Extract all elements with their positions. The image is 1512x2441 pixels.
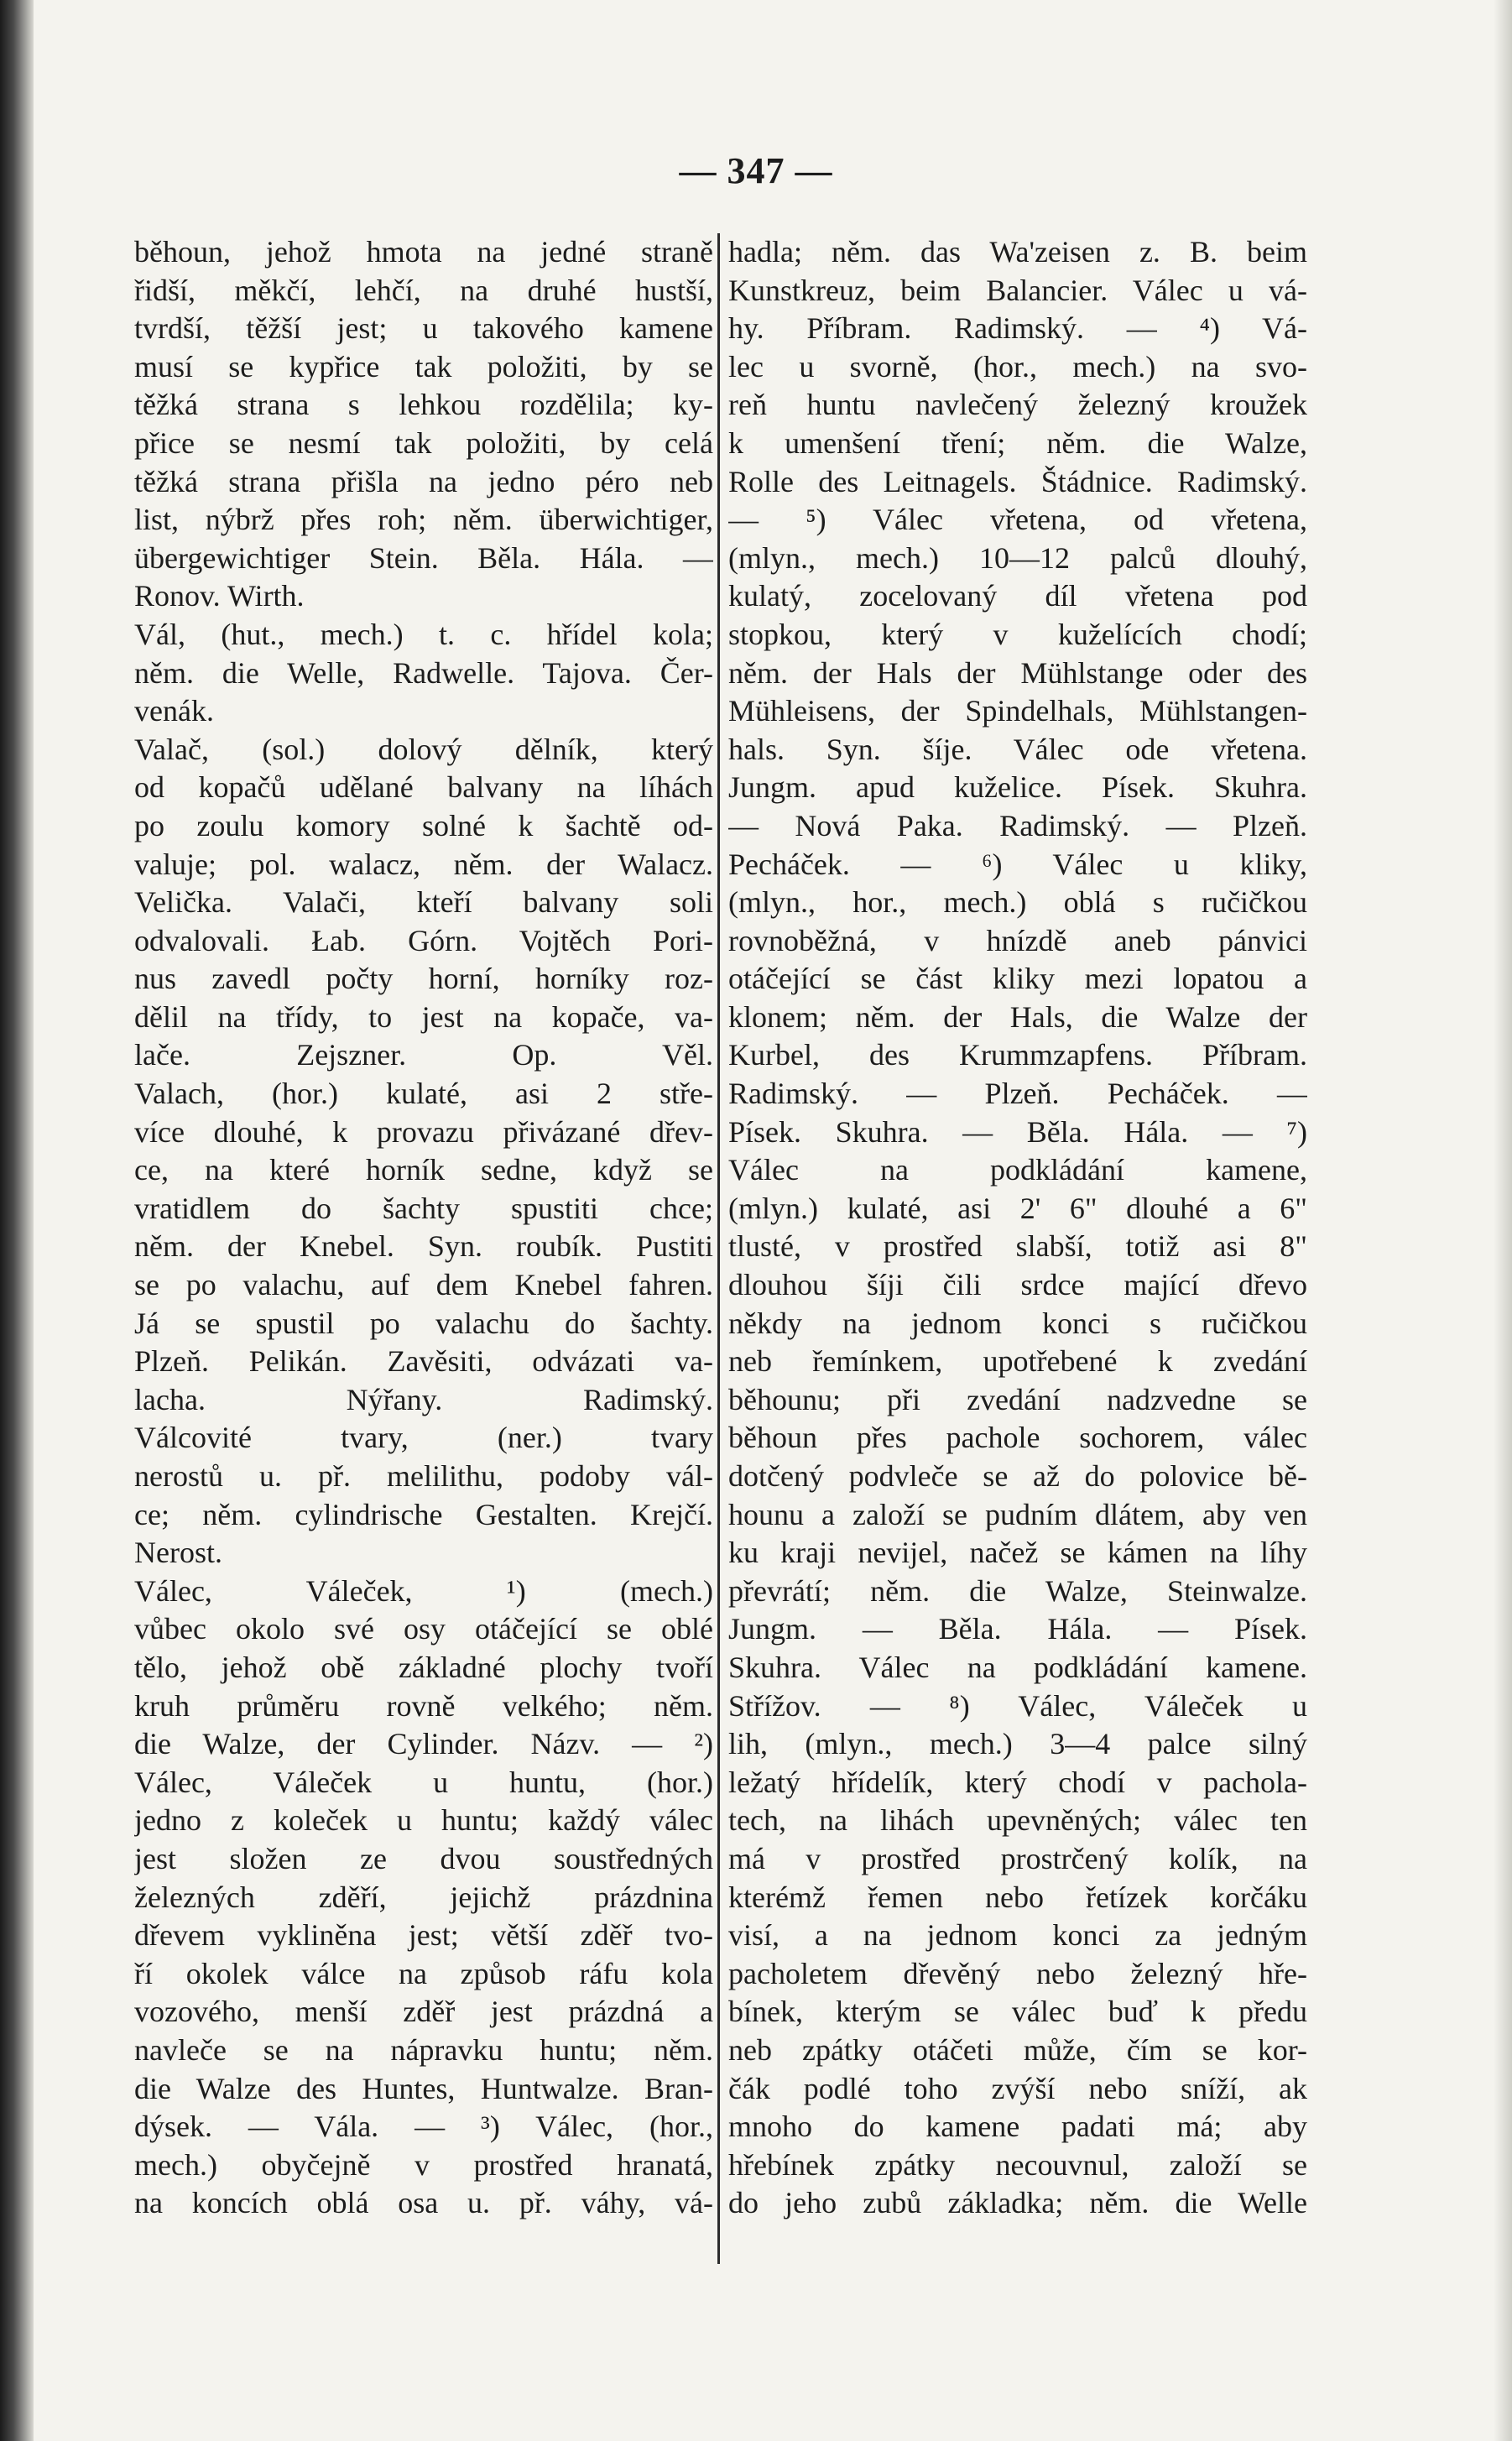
text-line: něm. die Welle, Radwelle. Tajova. Čer- <box>134 655 713 690</box>
text-line: tlusté, v prostřed slabší, totiž asi 8" <box>728 1229 1307 1264</box>
text-line: tech, na lihách upevněných; válec ten <box>728 1803 1307 1838</box>
text-line: Kunstkreuz, beim Balancier. Válec u vá- <box>728 273 1307 307</box>
text-line: běhounu; při zvedání nadzvedne se <box>728 1382 1307 1416</box>
text-line: ří okolek válce na způsob ráfu kola <box>134 1956 713 1990</box>
text-line: tvrdší, těžší jest; u takového kamene <box>134 311 713 346</box>
text-line: nerostů u. př. melilithu, podoby vál- <box>134 1459 713 1493</box>
text-line: visí, a na jednom konci za jedným <box>728 1918 1307 1953</box>
scan-binding-edge <box>0 0 34 2441</box>
text-line: dělil na třídy, to jest na kopače, va- <box>134 999 713 1034</box>
text-line: — Nová Paka. Radimský. — Plzeň. <box>728 808 1307 842</box>
text-line: hounu a založí se pudním dlátem, aby ven <box>728 1497 1307 1531</box>
text-line: vratidlem do šachty spustiti chce; <box>134 1191 713 1225</box>
text-line: kterémž řemen nebo řetízek korčáku <box>728 1880 1307 1914</box>
text-line: musí se kypřice tak položiti, by se <box>134 349 713 383</box>
text-line: Mühleisens, der Spindelhals, Mühlstangen- <box>728 694 1307 728</box>
text-line: ce, na které horník sedne, když se <box>134 1153 713 1187</box>
text-line: (mlyn., mech.) 10—12 palců dlouhý, <box>728 540 1307 575</box>
text-line: Válec, Váleček, ¹) (mech.) <box>134 1573 713 1608</box>
text-line: rovnoběžná, v hnízdě aneb pánvici <box>728 923 1307 957</box>
text-line: Pecháček. — ⁶) Válec u kliky, <box>728 847 1307 881</box>
text-line: bínek, kterým se válec buď k předu <box>728 1995 1307 2029</box>
text-line: nus zavedl počty horní, horníky roz- <box>134 962 713 996</box>
text-line: die Walze des Huntes, Huntwalze. Bran- <box>134 2071 713 2105</box>
text-line: do jeho zubů základka; něm. die Welle <box>728 2186 1307 2220</box>
text-line: dotčený podvleče se až do polovice bě- <box>728 1459 1307 1493</box>
text-line: Jungm. apud kuželice. Písek. Skuhra. <box>728 770 1307 805</box>
text-line: těžká strana s lehkou rozdělila; ky- <box>134 388 713 422</box>
text-line: má v prostřed prostrčený kolík, na <box>728 1841 1307 1875</box>
text-line: Válcovité tvary, (ner.) tvary <box>134 1421 713 1455</box>
text-line: otáčející se část kliky mezi lopatou a <box>728 962 1307 996</box>
text-line: Písek. Skuhra. — Běla. Hála. — ⁷) <box>728 1114 1307 1149</box>
text-line: (mlyn., hor., mech.) oblá s ručičkou <box>728 885 1307 920</box>
text-line: Kurbel, des Krummzapfens. Příbram. <box>728 1038 1307 1072</box>
text-line: Střížov. — ⁸) Válec, Váleček u <box>728 1688 1307 1723</box>
right-column <box>728 233 1307 2223</box>
text-line: Rolle des Leitnagels. Štádnice. Radimský. <box>728 464 1307 498</box>
text-line: po zoulu komory solné k šachtě od- <box>134 808 713 842</box>
text-line: hřebínek zpátky necouvnul, založí se <box>728 2147 1307 2182</box>
text-line: Válec, Váleček u huntu, (hor.) <box>134 1765 713 1799</box>
text-line: reň huntu navlečený železný kroužek <box>728 388 1307 422</box>
text-line: řidší, měkčí, lehčí, na druhé hustší, <box>134 273 713 307</box>
text-line: lacha. Nýřany. Radimský. <box>134 1382 713 1416</box>
text-line: mnoho do kamene padati má; aby <box>728 2110 1307 2144</box>
text-line: Radimský. — Plzeň. Pecháček. — <box>728 1077 1307 1111</box>
text-line: (mlyn.) kulaté, asi 2' 6" dlouhé a 6" <box>728 1191 1307 1225</box>
text-line: Plzeň. Pelikán. Zavěsiti, odvázati va- <box>134 1344 713 1379</box>
text-line: přice se nesmí tak položiti, by celá <box>134 425 713 460</box>
text-line: Valač, (sol.) dolový dělník, který <box>134 732 713 766</box>
text-line: valuje; pol. walacz, něm. der Walacz. <box>134 847 713 881</box>
text-line: lec u svorně, (hor., mech.) na svo- <box>728 349 1307 383</box>
text-line: stopkou, který v kuželících chodí; <box>728 617 1307 651</box>
text-line: Vál, (hut., mech.) t. c. hřídel kola; <box>134 617 713 651</box>
text-line: mech.) obyčejně v prostřed hranatá, <box>134 2147 713 2182</box>
text-line: Velička. Valači, kteří balvany soli <box>134 885 713 920</box>
text-line: übergewichtiger Stein. Běla. Hála. — <box>134 540 713 575</box>
text-line: hals. Syn. šíje. Válec ode vřetena. <box>728 732 1307 766</box>
text-line: Ronov. Wirth. <box>134 579 305 613</box>
text-line: klonem; něm. der Hals, die Walze der <box>728 999 1307 1034</box>
scan-right-edge <box>1494 0 1512 2441</box>
text-line: — ⁵) Válec vřetena, od vřetena, <box>728 503 1307 537</box>
text-line: těžká strana přišla na jedno péro neb <box>134 464 713 498</box>
text-line: ku kraji nevijel, načež se kámen na líhy <box>728 1536 1307 1570</box>
text-line: dlouhou šíji čili srdce mající dřevo <box>728 1268 1307 1302</box>
text-line: od kopačů udělané balvany na líhách <box>134 770 713 805</box>
text-line: Jungm. — Běla. Hála. — Písek. <box>728 1612 1307 1646</box>
text-line: kruh průměru rovně velkého; něm. <box>134 1688 713 1723</box>
text-line: někdy na jednom konci s ručičkou <box>728 1306 1307 1340</box>
text-line: železných zděří, jejichž prázdnina <box>134 1880 713 1914</box>
text-line: odvalovali. Łab. Górn. Vojtěch Pori- <box>134 923 713 957</box>
text-line: hy. Příbram. Radimský. — ⁴) Vá- <box>728 311 1307 346</box>
page-number: — 347 — <box>679 150 833 191</box>
text-line: převrátí; něm. die Walze, Steinwalze. <box>728 1573 1307 1608</box>
text-line: pacholetem dřevěný nebo železný hře- <box>728 1956 1307 1990</box>
text-line: Já se spustil po valachu do šachty. <box>134 1306 713 1340</box>
text-line: se po valachu, auf dem Knebel fahren. <box>134 1268 713 1302</box>
text-line: hadla; něm. das Wa'zeisen z. B. beim <box>728 235 1307 269</box>
text-line: vozového, menší zděř jest prázdná a <box>134 1995 713 2029</box>
text-line: k umenšení tření; něm. die Walze, <box>728 425 1307 460</box>
text-line: něm. der Knebel. Syn. roubík. Pustiti <box>134 1229 713 1264</box>
column-divider <box>717 233 720 2264</box>
text-line: dýsek. — Vála. — ³) Válec, (hor., <box>134 2110 713 2144</box>
text-line: na koncích oblá osa u. př. váhy, vá- <box>134 2186 713 2220</box>
text-line: tělo, jehož obě základné plochy tvoří <box>134 1650 713 1684</box>
text-line: něm. der Hals der Mühlstange oder des <box>728 655 1307 690</box>
text-line: jest složen ze dvou soustředných <box>134 1841 713 1875</box>
text-line: ležatý hřídelík, který chodí v pachola- <box>728 1765 1307 1799</box>
text-line: list, nýbrž přes roh; něm. überwichtiger, <box>134 503 713 537</box>
text-line: kulatý, zocelovaný díl vřetena pod <box>728 579 1307 613</box>
text-line: Valach, (hor.) kulaté, asi 2 stře- <box>134 1077 713 1111</box>
text-line: běhoun, jehož hmota na jedné straně <box>134 235 713 269</box>
text-line: jedno z koleček u huntu; každý válec <box>134 1803 713 1838</box>
text-line: neb řemínkem, upotřebené k zvedání <box>728 1344 1307 1379</box>
text-line: čák podlé toho zvýší nebo sníží, ak <box>728 2071 1307 2105</box>
text-line: ce; něm. cylindrische Gestalten. Krejčí. <box>134 1497 713 1531</box>
text-line: neb zpátky otáčeti může, čím se kor- <box>728 2032 1307 2067</box>
text-line: Skuhra. Válec na podkládání kamene. <box>728 1650 1307 1684</box>
text-line: více dlouhé, k provazu přivázané dřev- <box>134 1114 713 1149</box>
text-line: Nerost. <box>134 1536 222 1570</box>
text-line: lače. Zejszner. Op. Věl. <box>134 1038 713 1072</box>
text-line: dřevem vykliněna jest; větší zděř tvo- <box>134 1918 713 1953</box>
text-line: die Walze, der Cylinder. Názv. — ²) <box>134 1727 713 1761</box>
left-column <box>134 233 713 2223</box>
text-line: lih, (mlyn., mech.) 3—4 palce silný <box>728 1727 1307 1761</box>
text-line: vůbec okolo své osy otáčející se oblé <box>134 1612 713 1646</box>
text-line: běhoun přes pachole sochorem, válec <box>728 1421 1307 1455</box>
text-line: Válec na podkládání kamene, <box>728 1153 1307 1187</box>
text-line: venák. <box>134 694 214 728</box>
text-line: navleče se na nápravku huntu; něm. <box>134 2032 713 2067</box>
